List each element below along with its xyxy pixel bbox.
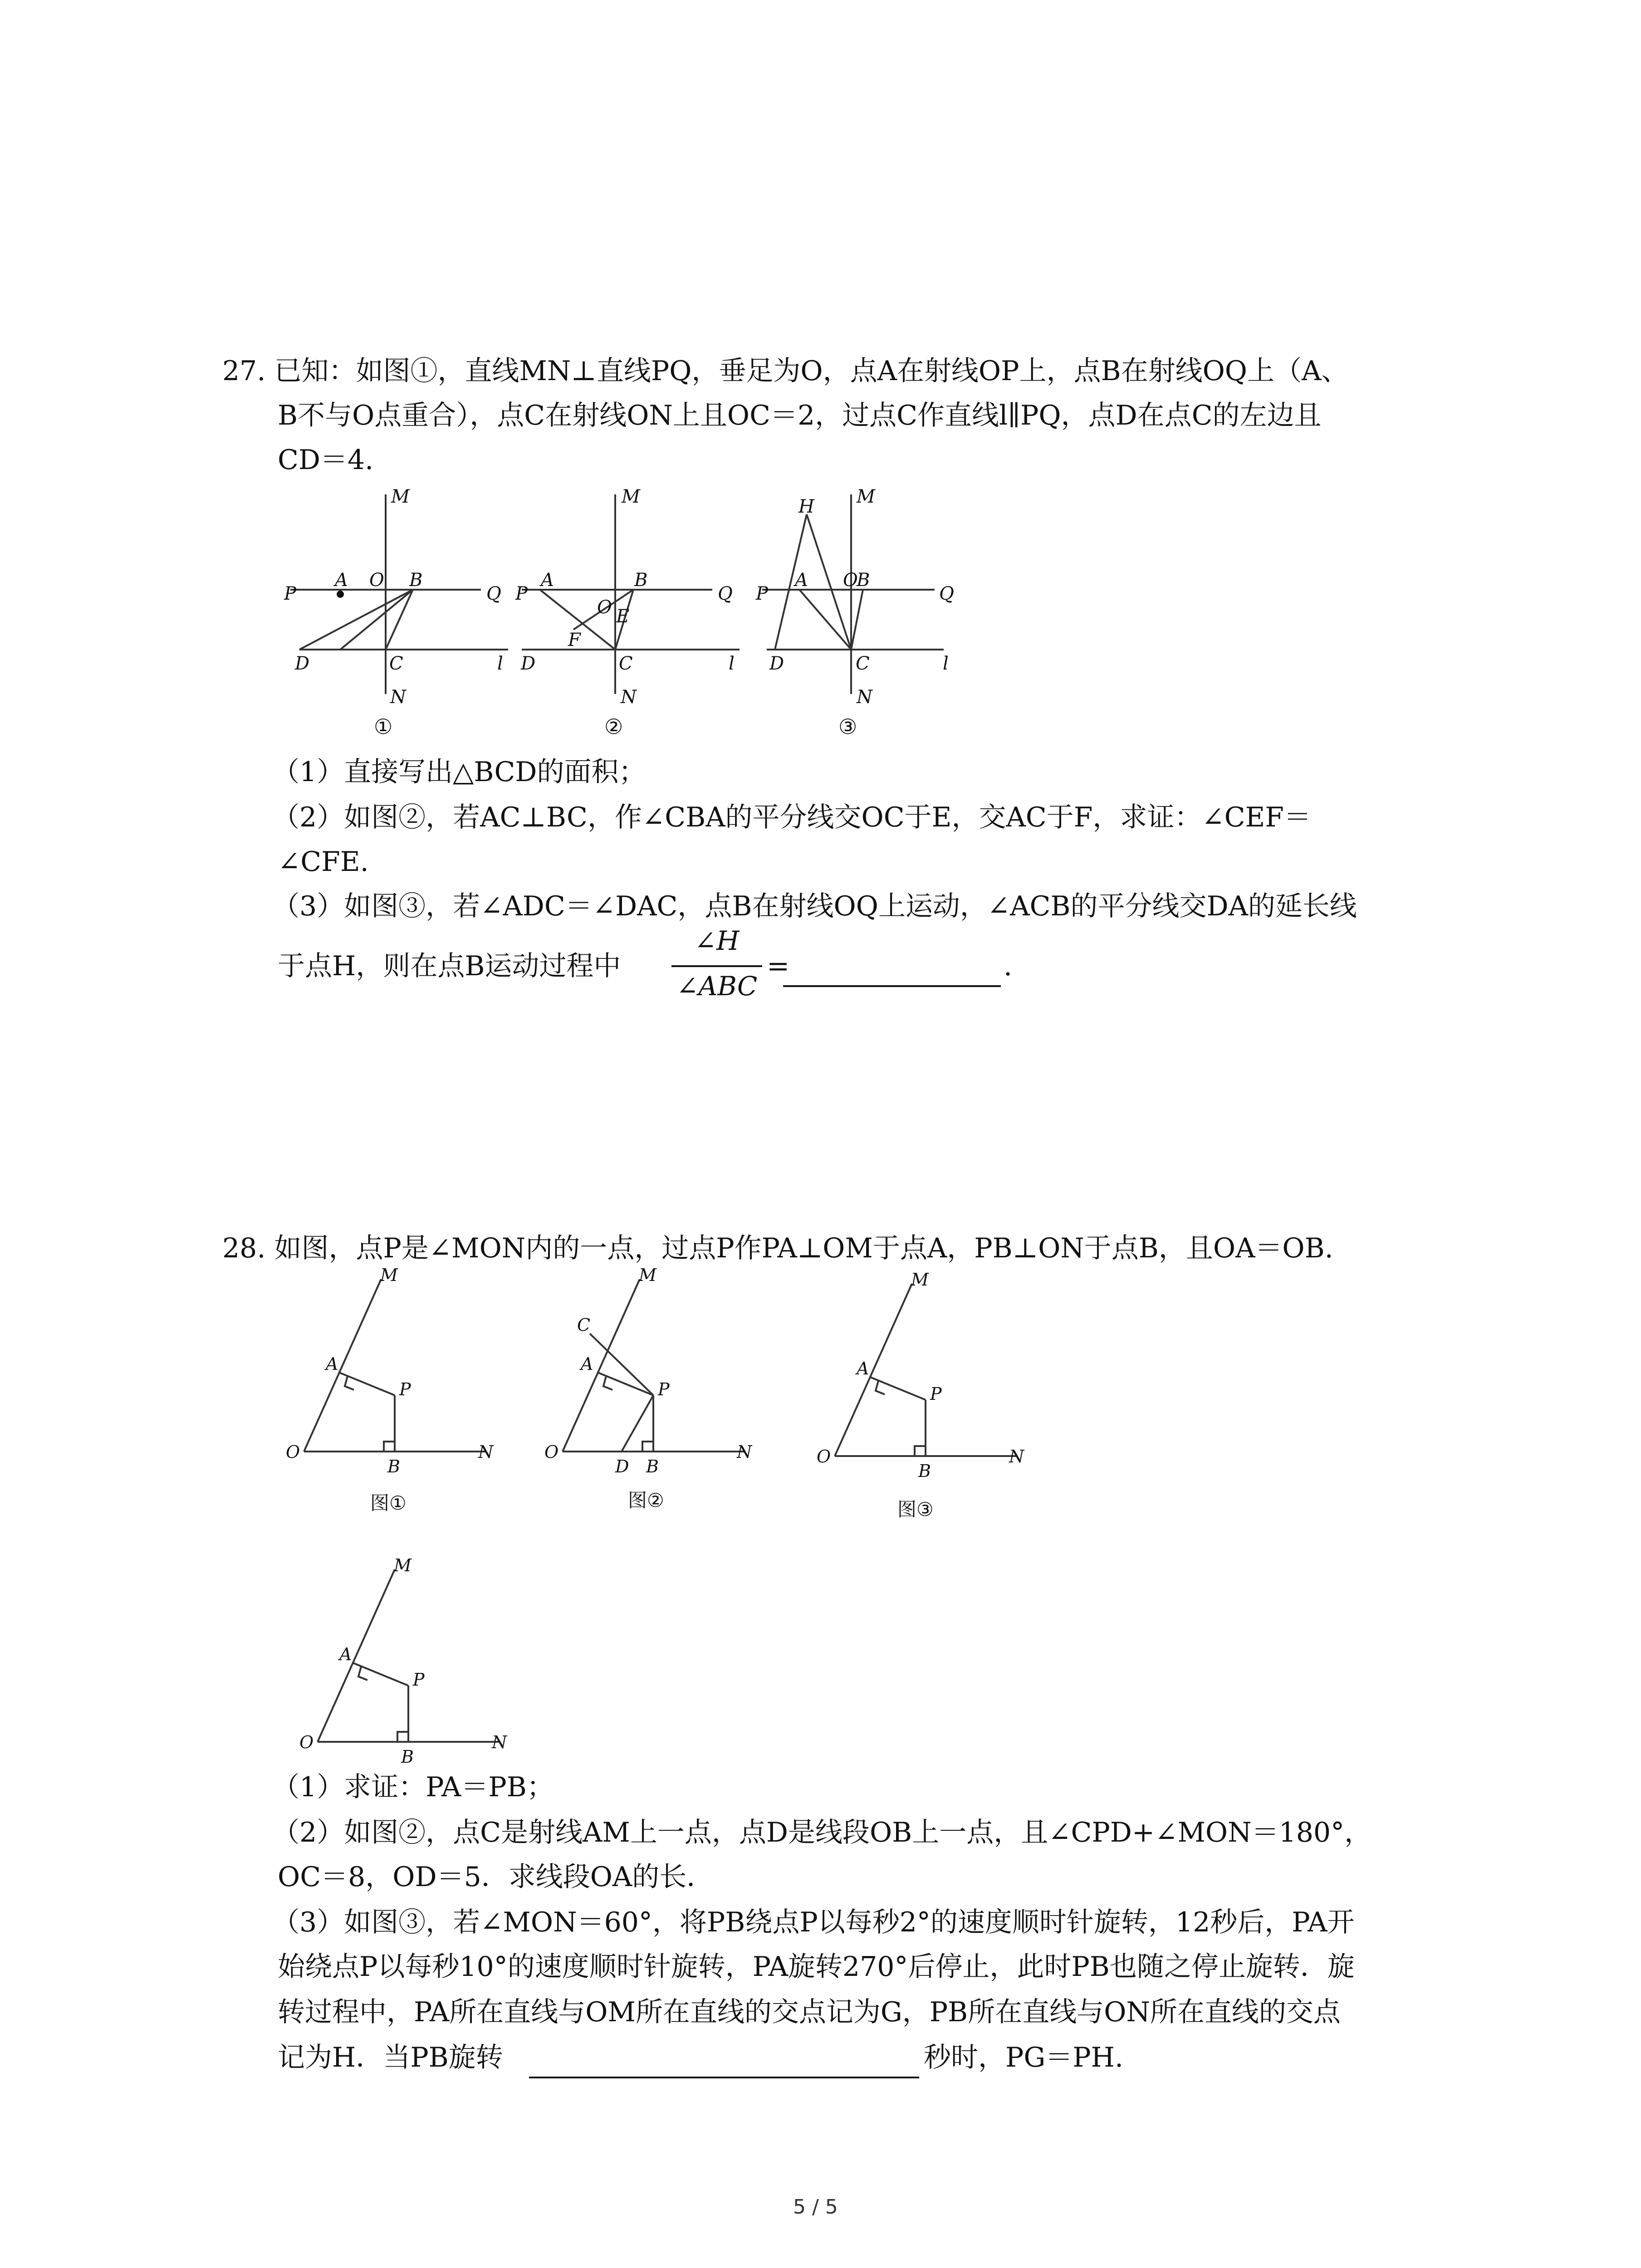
q27f1-label-D: D <box>295 653 310 674</box>
q28-figure-1 <box>277 1266 531 1520</box>
q28f3-label-M: M <box>911 1270 929 1290</box>
q27f3-label-H: H <box>798 496 814 517</box>
q28f3-label-B: B <box>918 1461 931 1481</box>
q28-sub2a: （2）如图②，点C是射线AM上一点，点D是线段OB上一点，且∠CPD+∠MON＝180°， <box>272 1817 1372 1848</box>
q28-sub3a: （3）如图③，若∠MON＝60°，将PB绕点P以每秒2°的速度顺时针旋转，12秒后，PA开 <box>272 1906 1355 1938</box>
q28-sub2b: OC＝8，OD＝5．求线段OA的长． <box>278 1861 714 1893</box>
q27f2-label-N: N <box>621 687 637 708</box>
q27f2-label-A: A <box>541 570 554 591</box>
q27f2-label-Q: Q <box>718 583 733 604</box>
q28f2-label-P: P <box>658 1379 670 1399</box>
q27f1-label-N: N <box>390 687 406 708</box>
q28f2-label-A: A <box>581 1354 593 1374</box>
q27f1-label-C: C <box>389 653 403 674</box>
q27f1-label-P: P <box>284 583 296 604</box>
q27-line1: 27. 已知：如图①，直线MN⊥直线PQ，垂足为O，点A在射线OP上，点B在射线OQ上（A、 <box>222 355 1349 387</box>
q27-figure-1 <box>281 485 517 739</box>
q28f4-label-B: B <box>401 1747 414 1767</box>
q28f1-label-P: P <box>399 1379 411 1399</box>
q28f3-label-A: A <box>857 1359 869 1378</box>
q27f3-label-A: A <box>795 570 808 591</box>
q28f4-label-N: N <box>492 1732 507 1752</box>
q28f2-label-D: D <box>615 1457 629 1476</box>
q27f3-label-D: D <box>769 653 784 674</box>
q27f3-label-P: P <box>756 583 768 604</box>
q27f2-label-F: F <box>568 630 581 650</box>
q27f1-label-M: M <box>391 486 410 507</box>
q27f1-label-A: A <box>335 570 348 591</box>
q27-answer-blank[interactable] <box>783 985 1001 987</box>
q27-fraction-denominator: ∠ABC <box>676 971 758 1002</box>
q27f3-label-C: C <box>856 653 870 674</box>
q28f2-label-B: B <box>646 1457 659 1476</box>
q27f3-caption: ③ <box>838 714 857 739</box>
q28f2-label-N: N <box>737 1442 752 1462</box>
q27f2-label-O: O <box>597 597 612 618</box>
q27f3-label-B: B <box>857 570 870 591</box>
q27-sub3b-prefix: 于点H，则在点B运动过程中 <box>278 950 621 982</box>
q27f1-caption: ① <box>374 714 393 739</box>
q27f1-label-Q: Q <box>486 583 501 604</box>
q27f2-label-D: D <box>521 653 536 674</box>
q27-period: . <box>1004 950 1013 982</box>
q28f2-label-C: C <box>577 1315 591 1335</box>
q27f3-label-Q: Q <box>939 583 954 604</box>
q27f1-label-l: l <box>497 653 503 674</box>
q27-sub2a: （2）如图②，若AC⊥BC，作∠CBA的平分线交OC于E，交AC于F，求证：∠CEF＝ <box>272 802 1311 833</box>
q28f1-label-A: A <box>326 1354 338 1374</box>
q27-figure-2 <box>513 485 749 739</box>
q28f2-caption: 图② <box>628 1489 664 1511</box>
q28-line1: 28. 如图，点P是∠MON内的一点，过点P作PA⊥OM于点A，PB⊥ON于点B，且OA＝OB. <box>222 1232 1333 1264</box>
q28f4-label-A: A <box>339 1644 352 1664</box>
q27f2-label-M: M <box>622 486 640 507</box>
q28f1-label-B: B <box>387 1457 400 1476</box>
q27-sub2b: ∠CFE. <box>278 846 369 878</box>
q27f3-label-l: l <box>943 653 949 674</box>
q28f1-label-O: O <box>286 1442 300 1462</box>
q28f1-caption: 图① <box>370 1492 407 1514</box>
q27f3-label-M: M <box>857 486 875 507</box>
q27f2-label-E: E <box>616 606 630 627</box>
q27f2-label-C: C <box>619 653 633 674</box>
q27f1-label-B: B <box>409 570 423 591</box>
q28-sub3d-suffix: 秒时，PG＝PH. <box>924 2042 1124 2073</box>
q27-sub3a: （3）如图③，若∠ADC＝∠DAC，点B在射线OQ上运动，∠ACB的平分线交DA的延长线 <box>272 890 1357 922</box>
q27f2-label-l: l <box>729 653 735 674</box>
q28-sub3c: 转过程中，PA所在直线与OM所在直线的交点记为G，PB所在直线与ON所在直线的交点 <box>278 1996 1341 2028</box>
page-number: 5 / 5 <box>793 2195 838 2219</box>
q27-fraction-numerator: ∠H <box>694 925 740 956</box>
q28f3-label-O: O <box>817 1447 831 1466</box>
q27-sub1: （1）直接写出△BCD的面积； <box>272 756 646 788</box>
q27-fraction-bar <box>671 965 762 967</box>
q28f4-label-O: O <box>299 1732 314 1752</box>
q27f1-label-O: O <box>369 570 384 591</box>
q28-sub3d-prefix: 记为H．当PB旋转 <box>278 2042 503 2073</box>
q27-line2: B不与O点重合），点C在射线ON上且OC＝2，过点C作直线l∥PQ，点D在点C的左边且 <box>278 400 1322 431</box>
q28-figure-3 <box>808 1270 1062 1524</box>
q28f3-caption: 图③ <box>897 1498 934 1520</box>
q28f2-label-O: O <box>544 1442 559 1462</box>
q27-line3: CD＝4. <box>278 444 374 476</box>
q28f1-label-M: M <box>380 1266 398 1285</box>
q27f2-label-B: B <box>634 570 648 591</box>
q28-figure-4 <box>290 1556 544 1774</box>
q27f3-label-O: O <box>843 570 858 591</box>
q27-figure-3 <box>753 485 989 739</box>
q27f2-caption: ② <box>604 714 623 739</box>
q28f3-label-P: P <box>930 1384 942 1404</box>
q28-figure-2 <box>535 1266 789 1520</box>
q28-answer-blank[interactable] <box>529 2077 919 2078</box>
q28-sub3b: 始绕点P以每秒10°的速度顺时针旋转，PA旋转270°后停止，此时PB也随之停止旋转．旋 <box>278 1951 1355 1983</box>
q28f3-label-N: N <box>1009 1447 1024 1466</box>
q28f2-label-M: M <box>639 1266 656 1285</box>
q28f1-label-N: N <box>478 1442 494 1462</box>
q28f4-label-M: M <box>394 1556 411 1575</box>
q27f2-label-P: P <box>515 583 528 604</box>
q28f4-label-P: P <box>413 1670 425 1690</box>
q28-sub1: （1）求证：PA＝PB； <box>272 1771 554 1803</box>
q27f3-label-N: N <box>857 687 872 708</box>
q27-equals: = <box>767 950 790 982</box>
